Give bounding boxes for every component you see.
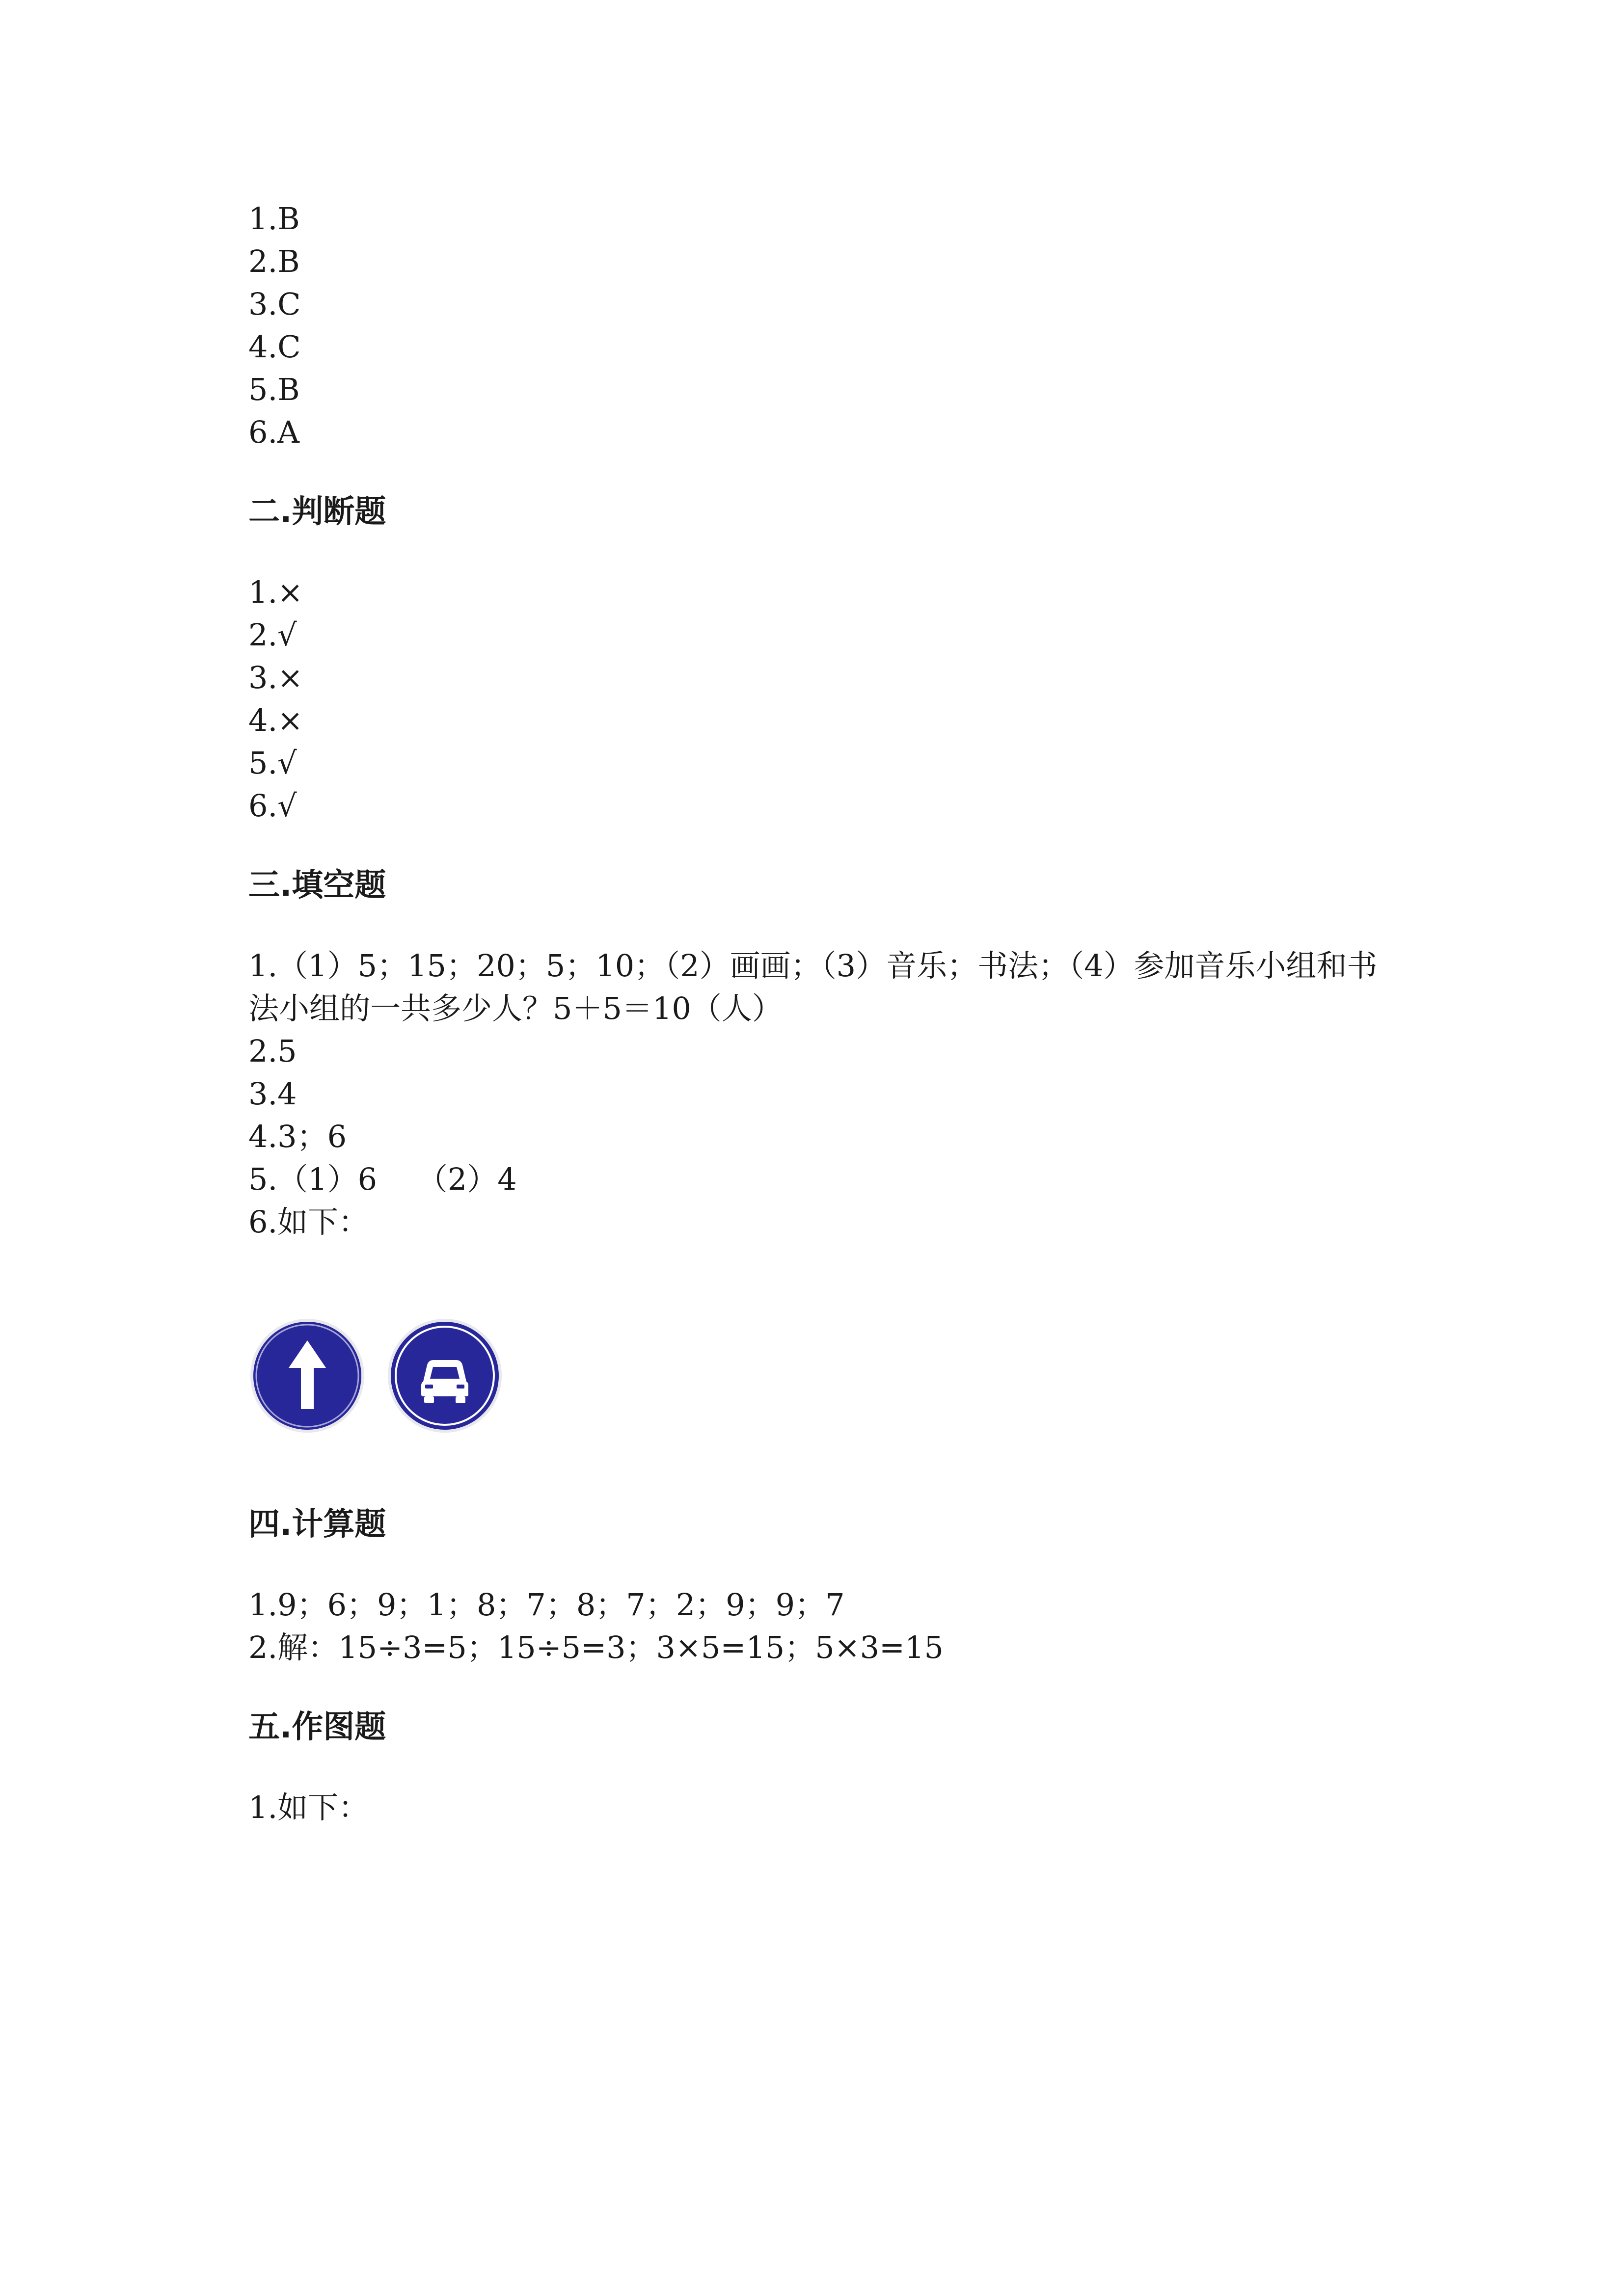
answer-line: 4.× bbox=[248, 702, 303, 738]
answer-line: 1.（1）5；15；20；5；10；（2）画画；（3）音乐；书法；（4）参加音乐小组和书法小组的一共多少人？5＋5＝10（人） bbox=[248, 948, 1378, 1026]
section-heading: 三.填空题 bbox=[248, 867, 386, 904]
answer-line: 3.4 bbox=[248, 1076, 297, 1112]
section-heading: 四.计算题 bbox=[248, 1506, 386, 1543]
answer-line: 5.（1）6 （2）4 bbox=[248, 1161, 517, 1197]
fill-blank-answers bbox=[248, 944, 1392, 1440]
answer-line: 5.B bbox=[248, 372, 300, 407]
answer-line: 1.B bbox=[248, 201, 300, 237]
answer-line: 1.9；6；9；1；8；7；8；7；2；9；9；7 bbox=[248, 1587, 845, 1623]
drawing-answers bbox=[248, 1786, 1392, 1829]
answer-line: 1.如下： bbox=[248, 1789, 369, 1825]
answer-line: 6.如下： bbox=[248, 1204, 369, 1240]
answer-line: 2.√ bbox=[248, 617, 297, 653]
section-heading: 五.作图题 bbox=[248, 1709, 386, 1745]
answer-sheet bbox=[248, 197, 1392, 1829]
answer-line: 2.解：15÷3=5；15÷5=3；3×5=15；5×3=15 bbox=[248, 1629, 944, 1665]
choice-answers bbox=[248, 197, 1392, 454]
answer-line: 3.C bbox=[248, 286, 301, 322]
traffic-signs bbox=[248, 1317, 1392, 1440]
answer-line: 1.× bbox=[248, 574, 303, 610]
answer-line: 6.√ bbox=[248, 788, 297, 824]
section-heading: 二.判断题 bbox=[248, 494, 386, 530]
car-icon bbox=[386, 1317, 504, 1435]
judgment-answers bbox=[248, 571, 1392, 827]
answer-line: 4.3；6 bbox=[248, 1119, 347, 1154]
straight-arrow-icon bbox=[248, 1317, 366, 1435]
answer-line: 2.5 bbox=[248, 1033, 297, 1069]
calculation-answers bbox=[248, 1583, 1392, 1669]
answer-line: 2.B bbox=[248, 243, 300, 279]
answer-line: 5.√ bbox=[248, 745, 297, 781]
answer-line: 3.× bbox=[248, 660, 303, 695]
answer-line: 4.C bbox=[248, 329, 301, 365]
answer-line: 6.A bbox=[248, 414, 299, 450]
